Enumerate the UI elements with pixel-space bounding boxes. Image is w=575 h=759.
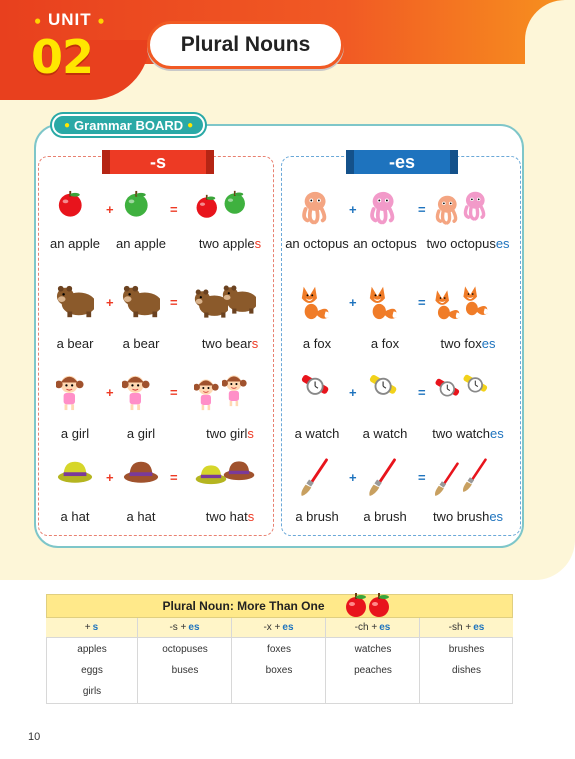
column-suffix: es xyxy=(379,622,391,633)
s-tab: -s xyxy=(108,150,208,174)
column-suffix: es xyxy=(473,622,485,633)
grammar-board-tag: ● Grammar BOARD ● xyxy=(52,114,205,136)
column-suffix: es xyxy=(282,622,294,633)
plural-base: two brush xyxy=(432,509,490,524)
girl-icon xyxy=(222,373,256,407)
singular-word: a hat xyxy=(60,509,90,524)
table-title: Plural Noun: More Than One xyxy=(46,594,513,618)
table-cell: dishes xyxy=(452,665,481,676)
plural-base: two bear xyxy=(201,336,252,351)
equals-sign: = xyxy=(418,202,426,217)
bear-icon xyxy=(122,283,160,321)
plus-sign: + xyxy=(106,202,114,217)
plural-suffix: s xyxy=(247,426,254,441)
hat-icon xyxy=(122,458,160,496)
plus-sign: + xyxy=(349,385,357,400)
table-cell: foxes xyxy=(267,644,291,655)
apple-icon xyxy=(122,190,160,228)
plural-word xyxy=(202,336,258,351)
table-cell: apples xyxy=(77,644,107,655)
girl-icon xyxy=(56,373,94,411)
singular-word: a hat xyxy=(126,509,156,524)
octopus-icon xyxy=(298,190,336,228)
plus-sign: + xyxy=(106,295,114,310)
fox-icon xyxy=(298,283,336,321)
plural-base: two hat xyxy=(205,509,248,524)
brush-icon xyxy=(298,458,336,496)
equals-sign: = xyxy=(418,295,426,310)
singular-word: a brush xyxy=(295,509,339,524)
table-column-header xyxy=(326,618,420,638)
table-cell: boxes xyxy=(265,665,293,676)
column-rule: -sh + xyxy=(448,622,472,633)
column-rule: + xyxy=(84,622,91,633)
plural-suffix: s xyxy=(254,236,262,251)
plural-word xyxy=(432,426,504,441)
column-rule: -ch + xyxy=(354,622,378,633)
plural-suffix: s xyxy=(247,509,255,524)
equals-sign: = xyxy=(418,385,426,400)
es-tab: -es xyxy=(352,150,452,174)
page-title: Plural Nouns xyxy=(147,21,344,69)
singular-word: a fox xyxy=(370,336,400,351)
plural-suffix: es xyxy=(481,336,496,351)
equals-sign: = xyxy=(170,385,178,400)
plus-sign: + xyxy=(349,202,357,217)
column-suffix: s xyxy=(92,622,99,633)
fox-icon xyxy=(460,283,494,317)
column-rule: -x + xyxy=(263,622,281,633)
table-cell: octopuses xyxy=(162,644,208,655)
singular-word: an apple xyxy=(116,236,166,251)
equals-sign: = xyxy=(170,202,178,217)
singular-word: an octopus xyxy=(285,236,349,251)
table-column-header xyxy=(138,618,232,638)
singular-word: a bear xyxy=(122,336,160,351)
plural-base: two girl xyxy=(206,426,248,441)
hat-icon xyxy=(56,458,94,496)
apple-icon xyxy=(56,190,94,228)
column-rule: -s + xyxy=(169,622,187,633)
octopus-icon xyxy=(366,190,404,228)
plural-word xyxy=(206,509,254,524)
column-suffix: es xyxy=(188,622,200,633)
fox-icon xyxy=(366,283,404,321)
table-cell: brushes xyxy=(448,644,485,655)
plural-base: two apple xyxy=(198,236,255,251)
plural-word xyxy=(441,336,496,351)
page-number: 10 xyxy=(28,731,41,743)
singular-word: a girl xyxy=(126,426,156,441)
singular-word: a watch xyxy=(294,426,340,441)
bear-icon xyxy=(222,283,256,317)
singular-word: a fox xyxy=(302,336,332,351)
octopus-icon xyxy=(460,190,494,224)
brush-icon xyxy=(460,458,494,492)
plural-word xyxy=(426,236,509,251)
plus-sign: + xyxy=(106,470,114,485)
table-column-header xyxy=(46,618,138,638)
plural-base: two octopus xyxy=(426,236,496,251)
plural-base: two fox xyxy=(440,336,482,351)
singular-word: an octopus xyxy=(353,236,417,251)
table-cell: peaches xyxy=(354,665,392,676)
plural-word xyxy=(206,426,254,441)
plus-sign: + xyxy=(349,470,357,485)
singular-word: a bear xyxy=(56,336,94,351)
table-cell: girls xyxy=(82,686,102,697)
plural-word xyxy=(199,236,261,251)
watch-icon xyxy=(366,373,404,411)
watch-icon xyxy=(298,373,336,411)
equals-sign: = xyxy=(418,470,426,485)
plus-sign: + xyxy=(106,385,114,400)
plural-word xyxy=(433,509,503,524)
singular-word: a girl xyxy=(60,426,90,441)
equals-sign: = xyxy=(170,470,178,485)
apple-icon xyxy=(222,190,256,224)
plural-suffix: s xyxy=(251,336,259,351)
singular-word: an apple xyxy=(50,236,100,251)
hat-icon xyxy=(222,458,256,492)
table-cell: buses xyxy=(171,665,199,676)
brush-icon xyxy=(366,458,404,496)
bear-icon xyxy=(56,283,94,321)
plural-base: two watch xyxy=(432,426,491,441)
unit-number: 02 xyxy=(31,30,94,84)
table-cell: watches xyxy=(354,644,392,655)
singular-word: a watch xyxy=(362,426,408,441)
plus-sign: + xyxy=(349,295,357,310)
equals-sign: = xyxy=(170,295,178,310)
girl-icon xyxy=(122,373,160,411)
table-column-header xyxy=(232,618,326,638)
apples-icon xyxy=(341,593,397,619)
plural-suffix: es xyxy=(495,236,510,251)
watch-icon xyxy=(460,373,494,407)
plural-suffix: es xyxy=(490,426,504,441)
table-column-header xyxy=(420,618,513,638)
singular-word: a brush xyxy=(363,509,407,524)
table-cell: eggs xyxy=(81,665,103,676)
plural-suffix: es xyxy=(489,509,504,524)
unit-label: ● UNIT ● xyxy=(34,10,106,29)
